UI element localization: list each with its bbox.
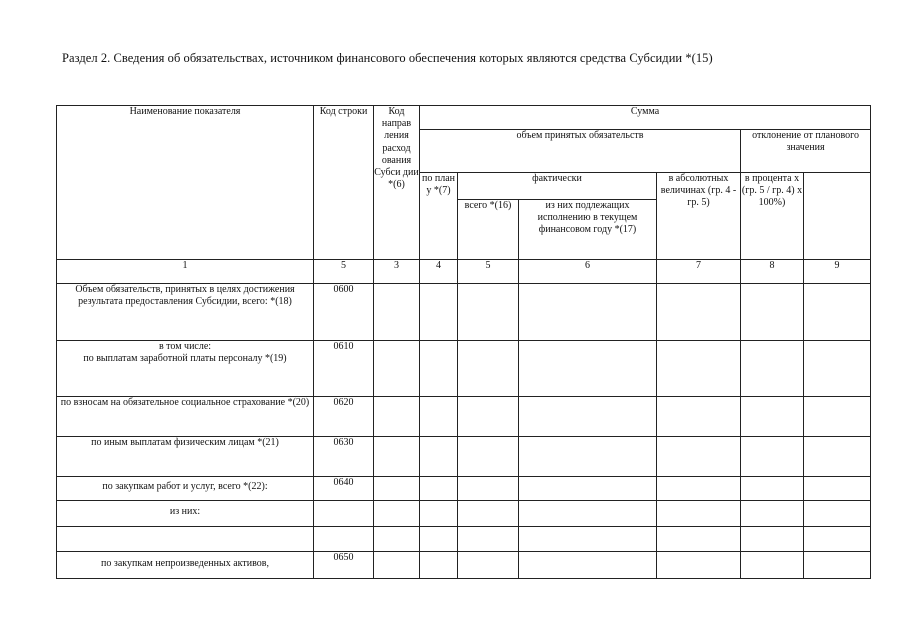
cell bbox=[657, 437, 741, 477]
cell bbox=[804, 397, 871, 437]
cell bbox=[657, 527, 741, 552]
cell bbox=[657, 284, 741, 341]
column-number: 1 bbox=[57, 260, 314, 284]
cell bbox=[519, 284, 657, 341]
cell bbox=[741, 552, 804, 579]
row-name: по закупкам непроизведенных активов, bbox=[57, 552, 314, 579]
row-code: 0630 bbox=[314, 437, 374, 477]
cell bbox=[519, 477, 657, 501]
cell bbox=[519, 341, 657, 397]
row-code: 0600 bbox=[314, 284, 374, 341]
table-row bbox=[57, 397, 871, 437]
cell bbox=[420, 552, 458, 579]
cell bbox=[741, 284, 804, 341]
header-plan: по план у *(7) bbox=[420, 173, 458, 260]
cell bbox=[657, 501, 741, 527]
row-name: по взносам на обязательное социальное страхование *(20) bbox=[57, 397, 314, 437]
cell bbox=[420, 437, 458, 477]
column-number: 4 bbox=[420, 260, 458, 284]
table-row bbox=[57, 552, 871, 579]
header-deviation: отклонение от планового значения bbox=[741, 130, 871, 173]
cell bbox=[458, 397, 519, 437]
cell bbox=[458, 284, 519, 341]
cell bbox=[374, 397, 420, 437]
row-code: 0640 bbox=[314, 477, 374, 501]
header-percent: в процента х (гр. 5 / гр. 4) х 100%) bbox=[741, 173, 804, 260]
row-code bbox=[314, 527, 374, 552]
header-direction-code: Код направ ления расход ования Субси дии *(6) bbox=[374, 106, 420, 260]
header-indicator: Наименование показателя bbox=[57, 106, 314, 260]
cell bbox=[741, 397, 804, 437]
cell bbox=[519, 527, 657, 552]
cell bbox=[458, 437, 519, 477]
row-name bbox=[57, 527, 314, 552]
column-number: 6 bbox=[519, 260, 657, 284]
cell bbox=[519, 552, 657, 579]
cell bbox=[657, 552, 741, 579]
header-sum: Сумма bbox=[420, 106, 871, 130]
cell bbox=[374, 501, 420, 527]
header-abs-values: в абсолютных величинах (гр. 4 - гр. 5) bbox=[657, 173, 741, 260]
column-number: 3 bbox=[374, 260, 420, 284]
cell bbox=[458, 527, 519, 552]
cell bbox=[804, 284, 871, 341]
header-actual: фактически bbox=[458, 173, 657, 200]
row-code bbox=[314, 501, 374, 527]
row-name: Объем обязательств, принятых в целях достижения результата предоставления Субсидии, всего: *(18) bbox=[57, 284, 314, 341]
cell bbox=[420, 284, 458, 341]
cell bbox=[804, 527, 871, 552]
row-code: 0610 bbox=[314, 341, 374, 397]
section-title: Раздел 2. Сведения об обязательствах, источником финансового обеспечения которых являются средства Субсидии *(15) bbox=[62, 51, 713, 65]
cell bbox=[374, 437, 420, 477]
header-row-code: Код строки bbox=[314, 106, 374, 260]
cell bbox=[804, 477, 871, 501]
cell bbox=[420, 527, 458, 552]
table-row bbox=[57, 501, 871, 527]
cell bbox=[804, 501, 871, 527]
header-current-year: из них подлежащих исполнению в текущем финансовом году *(17) bbox=[519, 200, 657, 260]
cell bbox=[458, 501, 519, 527]
table-row bbox=[57, 284, 871, 341]
row-code: 0620 bbox=[314, 397, 374, 437]
cell bbox=[657, 477, 741, 501]
row-name: по закупкам работ и услуг, всего *(22): bbox=[57, 477, 314, 501]
row-name: в том числе: по выплатам заработной платы персоналу *(19) bbox=[57, 341, 314, 397]
column-number: 8 bbox=[741, 260, 804, 284]
cell bbox=[420, 397, 458, 437]
column-number: 5 bbox=[314, 260, 374, 284]
cell bbox=[458, 477, 519, 501]
table-row bbox=[57, 477, 871, 501]
cell bbox=[519, 501, 657, 527]
cell bbox=[804, 341, 871, 397]
cell bbox=[374, 477, 420, 501]
column-number: 9 bbox=[804, 260, 871, 284]
cell bbox=[519, 437, 657, 477]
cell bbox=[458, 552, 519, 579]
cell bbox=[420, 501, 458, 527]
cell bbox=[741, 341, 804, 397]
cell bbox=[741, 437, 804, 477]
column-number: 5 bbox=[458, 260, 519, 284]
cell bbox=[519, 397, 657, 437]
cell bbox=[741, 477, 804, 501]
cell bbox=[804, 552, 871, 579]
table-row bbox=[57, 437, 871, 477]
cell bbox=[657, 341, 741, 397]
cell bbox=[741, 501, 804, 527]
cell bbox=[458, 341, 519, 397]
cell bbox=[374, 284, 420, 341]
cell bbox=[657, 397, 741, 437]
table-row bbox=[57, 341, 871, 397]
header-obligations: объем принятых обязательств bbox=[420, 130, 741, 173]
cell bbox=[741, 527, 804, 552]
row-name: из них: bbox=[57, 501, 314, 527]
row-code: 0650 bbox=[314, 552, 374, 579]
obligations-table bbox=[56, 105, 871, 579]
cell bbox=[374, 341, 420, 397]
cell bbox=[804, 437, 871, 477]
row-name: по иным выплатам физическим лицам *(21) bbox=[57, 437, 314, 477]
cell bbox=[420, 477, 458, 501]
cell bbox=[374, 527, 420, 552]
table-row bbox=[57, 527, 871, 552]
header-total: всего *(16) bbox=[458, 200, 519, 260]
cell bbox=[420, 341, 458, 397]
cell bbox=[374, 552, 420, 579]
column-number: 7 bbox=[657, 260, 741, 284]
